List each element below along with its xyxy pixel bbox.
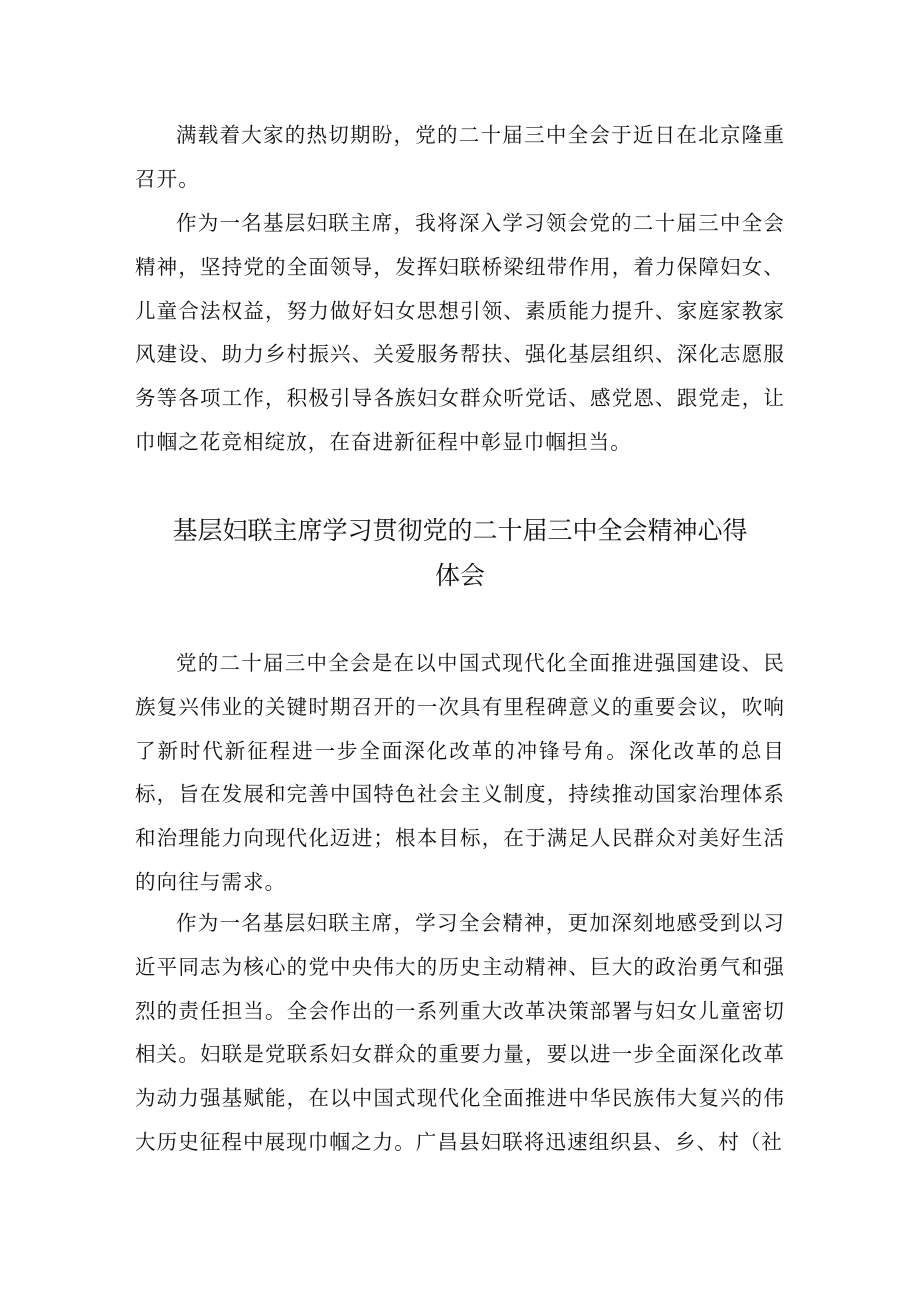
paragraph-plenum-significance: 党的二十届三中全会是在以中国式现代化全面推进强国建设、民族复兴伟业的关键时期召开的一次具有里程碑意义的重要会议，吹响了新时代新征程进一步全面深化改革的冲锋号角。深化改革的总目标，旨在发展和完善中国特色社会主义制度，持续推动国家治理体系和治理能力向现代化迈进；根本目标，在于满足人民群众对美好生活的向往与需求。 (135, 651, 785, 894)
paragraph-commitment: 作为一名基层妇联主席，我将深入学习领会党的二十届三中全会精神，坚持党的全面领导，发挥妇联桥梁纽带作用，着力保障妇女、儿童合法权益，努力做好妇女思想引领、素质能力提升、家庭家教家风建设、助力乡村振兴、关爱服务帮扶、强化基层组织、深化志愿服务等各项工作，积极引导各族妇女群众听党话、感党恩、跟党走，让巾帼之花竞相绽放，在奋进新征程中彰显巾帼担当。 (135, 211, 785, 454)
paragraph-study-reflection: 作为一名基层妇联主席，学习全会精神，更加深刻地感受到以习近平同志为核心的党中央伟大的历史主动精神、巨大的政治勇气和强烈的责任担当。全会作出的一系列重大改革决策部署与妇女儿童密切相关。妇联是党联系妇女群众的重要力量，要以进一步全面深化改革为动力强基赋能，在以中国式现代化全面推进中华民族伟大复兴的伟大历史征程中展现巾帼之力。广昌县妇联将迅速组织县、乡、村（社 (135, 911, 785, 1154)
section-heading: 基层妇联主席学习贯彻党的二十届三中全会精神心得体会 (172, 516, 748, 590)
paragraph-opening: 满载着大家的热切期盼，党的二十届三中全会于近日在北京隆重召开。 (135, 123, 785, 191)
